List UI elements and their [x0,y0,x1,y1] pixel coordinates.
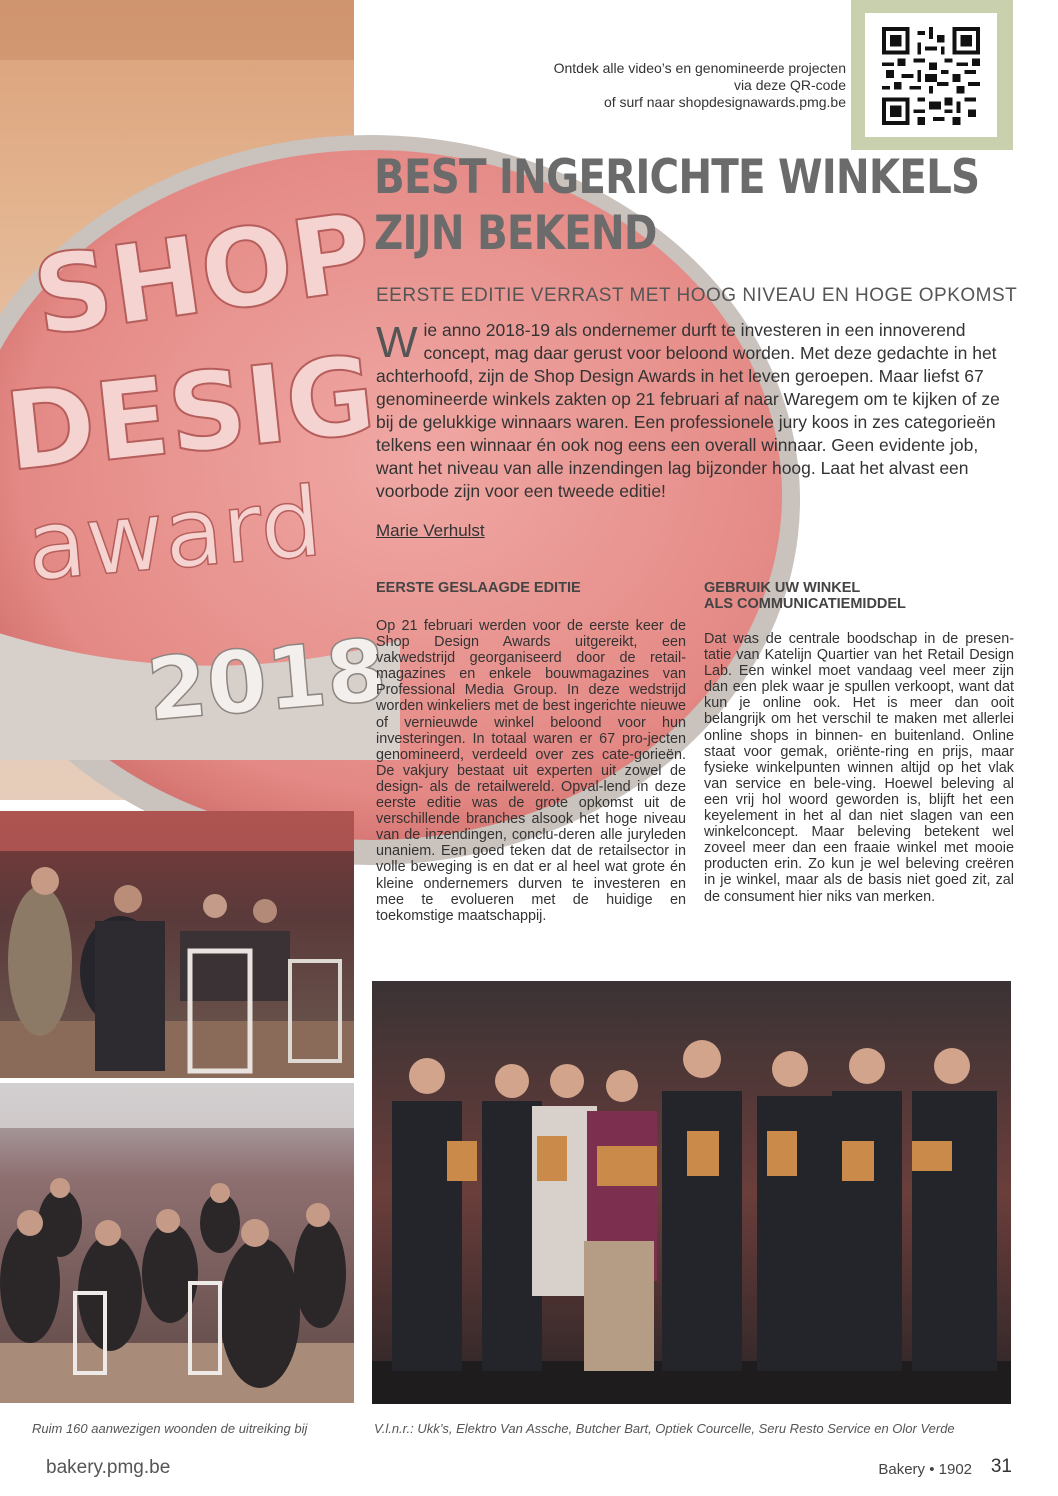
article-subtitle: EERSTE EDITIE VERRAST MET HOOG NIVEAU EN HOGE OPKOMST [376,285,1018,306]
section-heading [704,580,1014,612]
title-line: ZIJN BEKEND [374,206,657,261]
photo-caption-winners: V.l.n.r.: Ukk’s, Elektro Van Assche, Butcher Bart, Optiek Courcelle, Seru Resto Service en Olor Verde [374,1421,955,1436]
qr-caption-line: Ontdek alle video’s en genomineerde projecten [553,60,846,76]
badge-text-shop: SHOP [26,189,380,361]
qr-caption-line: of surf naar shopdesignawards.pmg.be [603,94,846,110]
qr-code[interactable] [882,27,980,125]
badge-text-awards: award [22,465,326,603]
footer-magazine-issue: Bakery • 1902 [878,1461,972,1478]
qr-caption [486,60,846,111]
section-heading-line: GEBRUIK UW WINKEL [704,580,861,596]
intro-dropcap: W [376,318,418,367]
award-badge-photo [0,0,391,800]
event-tables-photo [0,811,354,1078]
badge-text-year: 2018 [143,620,391,741]
column-left [376,580,686,924]
section-heading-line: ALS COMMUNICATIEMIDDEL [704,596,906,612]
qr-caption-line: via deze QR-code [733,77,846,93]
intro-text: ie anno 2018-19 als ondernemer durft te investeren in een innoverend concept, mag daar gerust voor beloond worden. Met deze gedachte in het achterhoofd, zijn de Shop Design Awards in het leven geroepen. Maar liefst 67 genomineerde winkels zakten op 21 februari af naar Waregem om te kijken of ze bij de gelukkige winnaars waren. Een professionele jury koos in zes categorieën telkens een winnaar én ook nog eens een overall winnaar. Geen evidente job, want het niveau van alle inzendingen lag bijzonder hoog. Laat het alvast een voorbode zijn voor een tweede editie! [376,320,1000,501]
photo-caption-audience: Ruim 160 aanwezigen woonden de uitreiking bij [32,1421,308,1436]
section-heading: EERSTE GESLAAGDE EDITIE [376,580,581,596]
audience-photo [0,1083,354,1403]
article-intro [376,319,1012,503]
article-author: Marie Verhulst [376,521,485,540]
footer-website-link[interactable]: bakery.pmg.be [46,1457,171,1478]
article-title [374,150,980,262]
badge-text-design: DESIG [0,332,381,496]
qr-code-frame [851,0,1013,150]
section-body: Dat was de centrale boodschap in de presen-tatie van Katelijn Quartier van het Retail Design Lab. Een winkel moet vandaag veel meer zijn dan een plek waar je spullen verkoopt, want dat kun je online ook. Het is meer dan ooit belangrijk om het verschil te maken met allerlei online shops in binnen- en buitenland. Online staat voor gemak, oriënte-ring en prijs, maar fysieke winkelpunten winnen altijd op het vlak van service en bele-ving. Hoewel beleving al een vrij hol woord geworden is, blijft het een keyelement in het al dan niet slagen van een winkelconcept. Maar beleving betekent wel zoveel meer dan een fraaie winkel met mooie producten erin. Zo kun je wel beleving creëren in je winkel, maar als de basis niet goed zit, zal de consument hier niks van merken. [704,631,1014,905]
section-body: Op 21 februari werden voor de eerste keer de Shop Design Awards uitgereikt, een vakwedstrijd georganiseerd door de retail-magazines en enkele bouwmagazines van Professional Media Group. In deze wedstrijd worden winkeliers met de best ingerichte nieuwe of vernieuwde winkel beloond voor hun investeringen. In totaal waren er 67 pro-jecten genomineerd, verdeeld over zes cate-gorieën. De vakjury bestaat uit experten uit zowel de design- als de retailwereld. Opval-lend in deze eerste editie was de grote opkomst uit de verschillende branches alsook het hoge niveau van de inzendingen, conclu-deren alle juryleden unaniem. Een goed teken dat de retailsector in volle beweging is en dat er al heel wat grote én kleine ondernemers durven te investeren en mee te evolueren met de huidige en toekomstige maatschappij. [376,618,686,924]
title-line: BEST INGERICHTE WINKELS [374,150,980,205]
winners-group-photo [372,981,1011,1404]
column-right [704,580,1014,905]
page-number: 31 [990,1456,1012,1477]
